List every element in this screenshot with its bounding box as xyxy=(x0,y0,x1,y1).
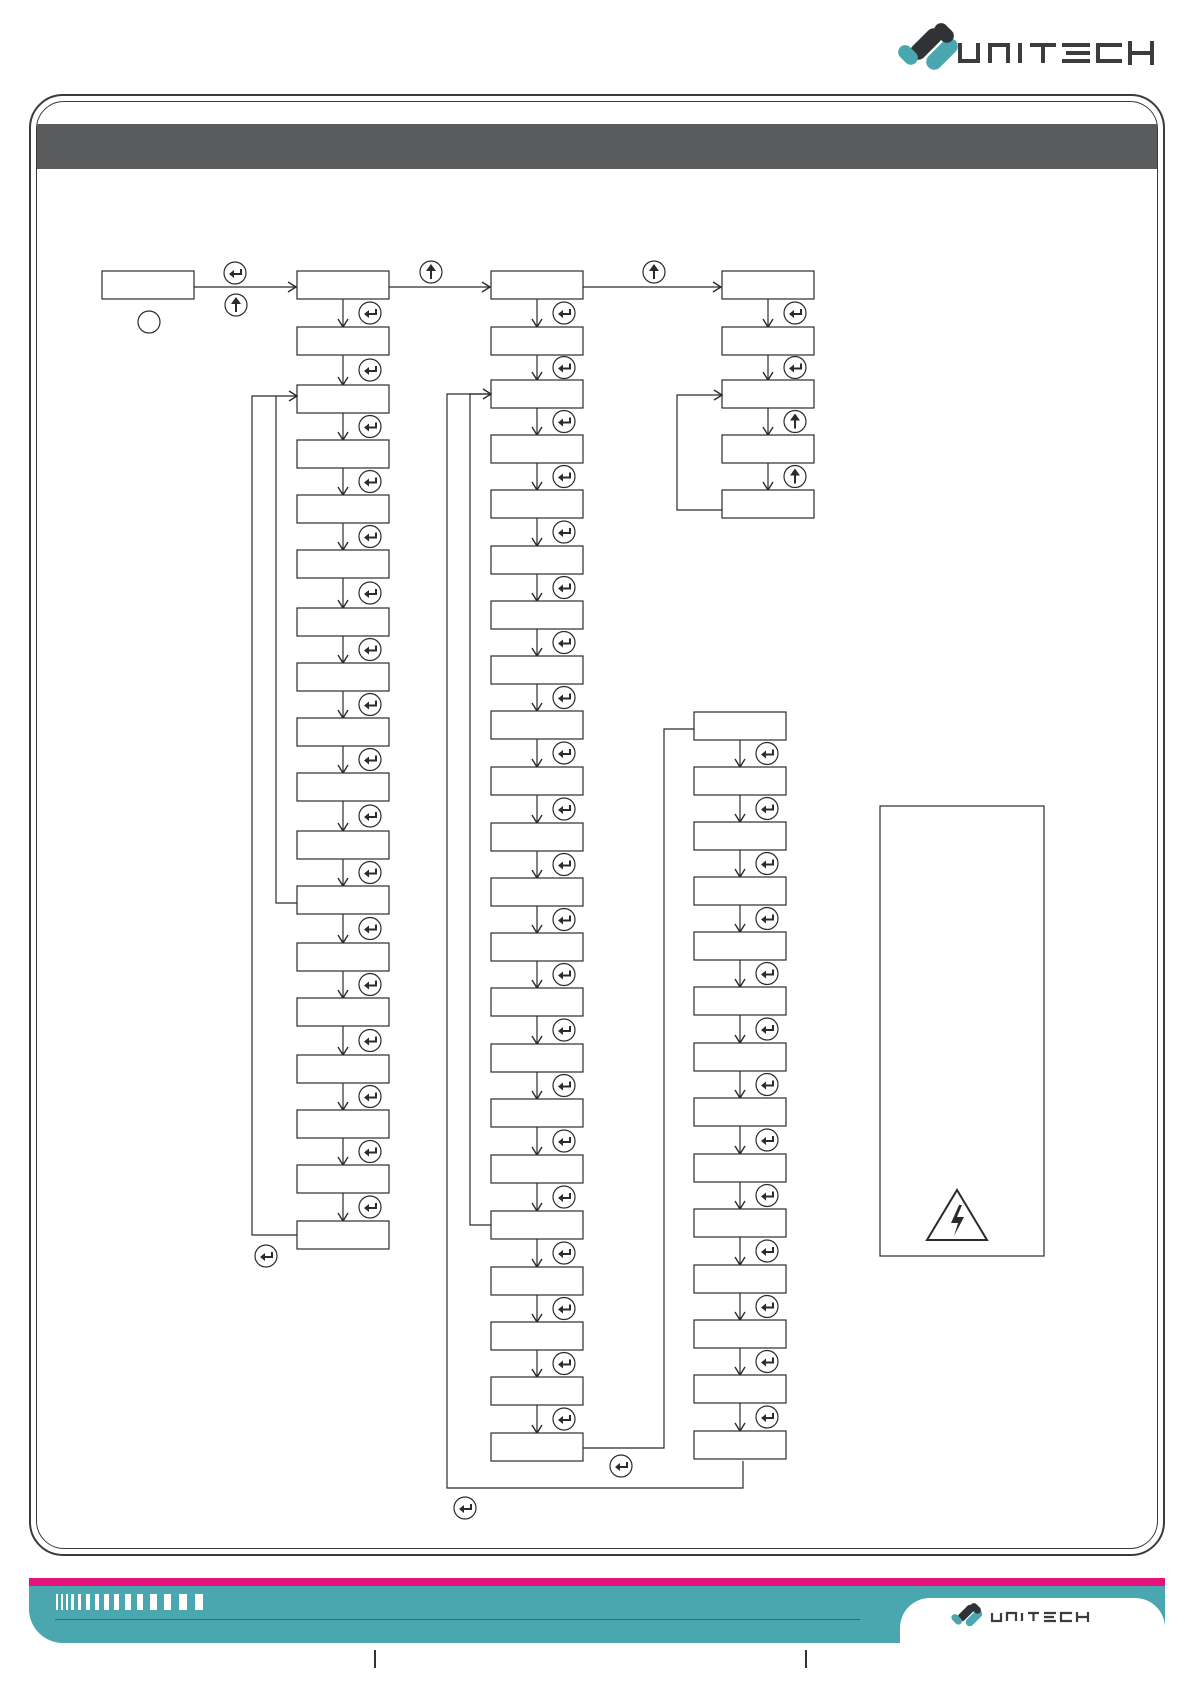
up-arrow-key-icon xyxy=(643,261,665,283)
menu-box xyxy=(491,656,583,684)
menu-box xyxy=(491,490,583,518)
enter-key-icon xyxy=(553,521,575,543)
menu-box xyxy=(722,380,814,408)
menu-box xyxy=(694,767,786,795)
menu-box xyxy=(491,1322,583,1350)
menu-box xyxy=(491,1155,583,1183)
enter-key-icon xyxy=(553,742,575,764)
menu-box xyxy=(722,490,814,518)
menu-box xyxy=(297,886,389,914)
enter-key-icon xyxy=(553,357,575,379)
up-arrow-key-icon xyxy=(784,411,806,433)
enter-key-icon xyxy=(359,694,381,716)
up-arrow-key-icon xyxy=(225,294,247,316)
enter-key-icon xyxy=(553,302,575,324)
enter-key-icon xyxy=(359,582,381,604)
column-3-loop xyxy=(677,395,722,510)
menu-box xyxy=(694,1154,786,1182)
enter-key-icon xyxy=(756,963,778,985)
menu-box xyxy=(694,1431,786,1459)
enter-key-icon xyxy=(553,1408,575,1430)
menu-box xyxy=(694,1043,786,1071)
menu-box xyxy=(722,435,814,463)
note-box xyxy=(880,806,1044,1256)
enter-key-icon xyxy=(359,639,381,661)
enter-key-icon xyxy=(553,1130,575,1152)
enter-key-icon xyxy=(359,302,381,324)
menu-box xyxy=(297,550,389,578)
menu-box xyxy=(297,663,389,691)
menu-box xyxy=(491,1267,583,1295)
enter-key-icon xyxy=(784,302,806,324)
menu-box xyxy=(297,1110,389,1138)
enter-key-icon xyxy=(359,862,381,884)
enter-key-icon xyxy=(359,805,381,827)
up-arrow-key-icon xyxy=(420,261,442,283)
enter-key-icon xyxy=(454,1497,476,1519)
enter-key-icon xyxy=(553,1186,575,1208)
menu-box xyxy=(694,1265,786,1293)
enter-key-icon xyxy=(553,1298,575,1320)
menu-box xyxy=(491,546,583,574)
menu-box xyxy=(694,1320,786,1348)
menu-box xyxy=(491,823,583,851)
menu-box xyxy=(491,767,583,795)
menu-box xyxy=(297,608,389,636)
enter-key-icon xyxy=(359,416,381,438)
enter-key-icon xyxy=(359,974,381,996)
enter-key-icon xyxy=(756,743,778,765)
enter-key-icon xyxy=(756,1074,778,1096)
menu-box xyxy=(491,1044,583,1072)
menu-box xyxy=(491,933,583,961)
menu-box xyxy=(297,773,389,801)
enter-key-icon xyxy=(756,853,778,875)
footer-page-separator-right xyxy=(805,1650,807,1668)
enter-key-icon xyxy=(359,749,381,771)
menu-box xyxy=(694,1098,786,1126)
enter-key-icon xyxy=(756,1185,778,1207)
enter-key-icon xyxy=(359,471,381,493)
status-indicator-circle xyxy=(138,311,160,333)
enter-key-icon xyxy=(553,466,575,488)
enter-key-icon xyxy=(756,1296,778,1318)
up-arrow-key-icon xyxy=(784,466,806,488)
menu-box xyxy=(491,878,583,906)
enter-key-icon xyxy=(756,798,778,820)
enter-key-icon xyxy=(359,1141,381,1163)
menu-box xyxy=(297,943,389,971)
menu-box xyxy=(297,718,389,746)
menu-box xyxy=(491,601,583,629)
menu-box xyxy=(491,988,583,1016)
svg-text:unitech: unitech xyxy=(895,18,941,19)
enter-key-icon xyxy=(756,1406,778,1428)
enter-key-icon xyxy=(756,908,778,930)
menu-box xyxy=(297,385,389,413)
menu-box xyxy=(297,271,389,299)
footer-accent-stripe xyxy=(29,1578,1165,1586)
enter-key-icon xyxy=(359,1196,381,1218)
menu-box xyxy=(297,831,389,859)
enter-key-icon xyxy=(553,687,575,709)
start-menu-box xyxy=(102,271,194,299)
enter-key-icon xyxy=(553,909,575,931)
menu-box xyxy=(297,495,389,523)
enter-key-icon xyxy=(255,1245,277,1267)
enter-key-icon xyxy=(553,1019,575,1041)
menu-box xyxy=(491,1377,583,1405)
enter-key-icon xyxy=(359,359,381,381)
menu-box xyxy=(491,1433,583,1461)
menu-box xyxy=(297,327,389,355)
menu-box xyxy=(694,932,786,960)
footer-brand-logo xyxy=(950,1600,1150,1632)
enter-key-icon xyxy=(756,1018,778,1040)
column-2-outer-loop xyxy=(470,394,491,1225)
column-1-inner-loop xyxy=(276,396,297,903)
menu-box xyxy=(491,1211,583,1239)
enter-key-icon xyxy=(553,1075,575,1097)
enter-key-icon xyxy=(224,262,246,284)
footer-logo-mark-icon xyxy=(950,1602,984,1628)
enter-key-icon xyxy=(553,798,575,820)
menu-box xyxy=(694,877,786,905)
enter-key-icon xyxy=(553,964,575,986)
menu-box xyxy=(722,271,814,299)
menu-box xyxy=(297,1055,389,1083)
menu-box xyxy=(297,1221,389,1249)
menu-box xyxy=(722,327,814,355)
enter-key-icon xyxy=(756,1240,778,1262)
enter-key-icon xyxy=(553,577,575,599)
menu-box xyxy=(491,380,583,408)
menu-box xyxy=(491,435,583,463)
menu-box xyxy=(694,822,786,850)
enter-key-icon xyxy=(359,918,381,940)
footer-divider-line xyxy=(55,1619,860,1620)
menu-box xyxy=(694,1209,786,1237)
enter-key-icon xyxy=(610,1455,632,1477)
enter-key-icon xyxy=(553,1353,575,1375)
enter-key-icon xyxy=(784,357,806,379)
enter-key-icon xyxy=(359,1030,381,1052)
footer-barcode-decoration xyxy=(56,1594,206,1610)
menu-box xyxy=(491,1099,583,1127)
enter-key-icon xyxy=(756,1351,778,1373)
enter-key-icon xyxy=(553,632,575,654)
column-2-to-column-4-line xyxy=(583,729,694,1448)
enter-key-icon xyxy=(553,411,575,433)
enter-key-icon xyxy=(553,854,575,876)
menu-box xyxy=(297,1165,389,1193)
menu-box xyxy=(491,711,583,739)
menu-box xyxy=(694,712,786,740)
enter-key-icon xyxy=(756,1129,778,1151)
menu-box xyxy=(297,440,389,468)
menu-box xyxy=(297,998,389,1026)
menu-box xyxy=(491,271,583,299)
enter-key-icon xyxy=(359,1086,381,1108)
menu-box xyxy=(694,1375,786,1403)
enter-key-icon xyxy=(359,526,381,548)
enter-key-icon xyxy=(553,1242,575,1264)
footer-page-separator-left xyxy=(374,1650,376,1668)
menu-box xyxy=(694,987,786,1015)
menu-box xyxy=(491,327,583,355)
column-1-outer-loop xyxy=(252,396,297,1235)
